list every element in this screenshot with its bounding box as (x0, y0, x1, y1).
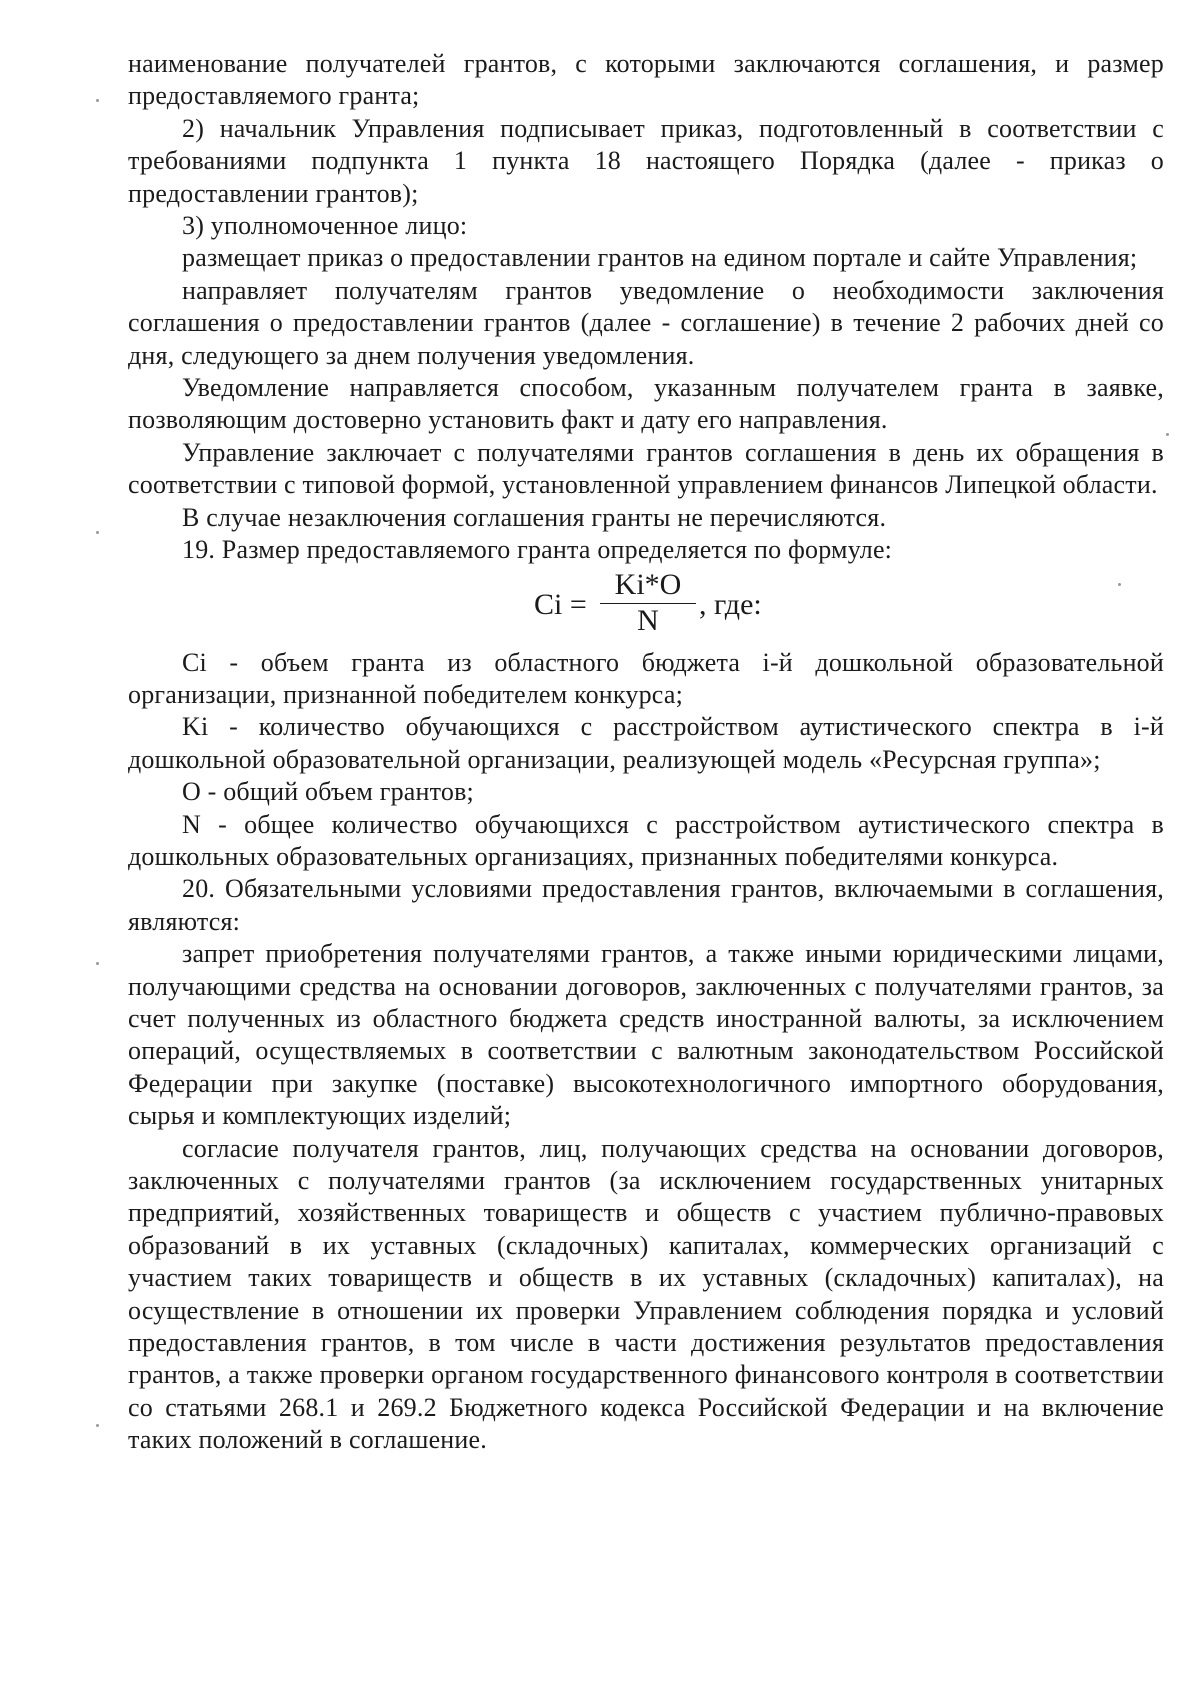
scan-speck (96, 99, 99, 102)
scan-speck (96, 1424, 99, 1427)
paragraph: О - общий объем грантов; (182, 777, 474, 807)
paragraph: 19. Размер предоставляемого гранта определяется по формуле: (182, 535, 893, 565)
paragraph: Ki - количество обучающихся с расстройством аутистического спектра в i-й дошкольной образовательной организации, реализующей модель «Ресурсная группа»; (128, 712, 1164, 774)
paragraph: запрет приобретения получателями грантов, а также иными юридическими лицами, получающими средства на основании договоров, заключенных с получателями грантов, за счет полученных из областного бюджета средств иностранной валюты, за исключением операций, осуществляемых в соответствии с валютным законодательством Российской Федерации при закупке (поставке) высокотехнологичного импортного оборудования, сырья и комплектующих изделий; (128, 939, 1164, 1131)
paragraph: В случае незаключения соглашения гранты не перечисляются. (182, 502, 887, 532)
paragraph: N - общее количество обучающихся с расстройством аутистического спектра в дошкольных образовательных организациях, признанных победителями конкурса. (128, 809, 1164, 871)
formula-suffix: , где: (699, 587, 762, 621)
paragraph: 2) начальник Управления подписывает приказ, подготовленный в соответствии с требованиями подпункта 1 пункта 18 настоящего Порядка (далее - приказ о предоставлении грантов); (128, 113, 1164, 208)
grant-formula (128, 569, 1164, 639)
scan-speck (1166, 433, 1169, 436)
formula-fraction (598, 569, 698, 638)
paragraph: 3) уполномоченное лицо: (182, 211, 468, 241)
paragraph: согласие получателя грантов, лиц, получающих средства на основании договоров, заключенных с получателями грантов (за исключением государственных унитарных предприятий, хозяйственных товариществ и обществ с участием публично-правовых образований в их уставных (складочных) капиталах, коммерческих организаций с участием таких товариществ и обществ в их уставных (складочных) капиталах), на осуществление в отношении их проверки Управлением соблюдения порядка и условий предоставления грантов, в том числе в части достижения результатов предоставления грантов, а также проверки органом государственного финансового контроля в соответствии со статьями 268.1 и 269.2 Бюджетного кодекса Российской Федерации и на включение таких положений в соглашение. (128, 1133, 1164, 1455)
paragraph: 20. Обязательными условиями предоставления грантов, включаемыми в соглашения, являются: (128, 874, 1164, 936)
formula-lhs: Ci = (534, 587, 587, 621)
scan-speck (96, 531, 99, 534)
paragraph: направляет получателям грантов уведомление о необходимости заключения соглашения о предоставлении грантов (далее - соглашение) в течение 2 рабочих дней со дня, следующего за днем получения уведомления. (128, 275, 1164, 370)
paragraph: Уведомление направляется способом, указанным получателем гранта в заявке, позволяющим достоверно установить факт и дату его направления. (128, 373, 1164, 435)
paragraph: Ci - объем гранта из областного бюджета i-й дошкольной образовательной организации, признанной победителем конкурса; (128, 647, 1164, 709)
formula-denominator: N (637, 603, 659, 637)
paragraph: Управление заключает с получателями грантов соглашения в день их обращения в соответствии с типовой формой, установленной управлением финансов Липецкой области. (128, 437, 1164, 500)
scan-speck (96, 962, 99, 965)
paragraph: размещает приказ о предоставлении грантов на едином портале и сайте Управления; (182, 243, 1138, 273)
paragraph: наименование получателей грантов, с которыми заключаются соглашения, и размер предоставляемого гранта; (128, 49, 1164, 111)
formula-numerator: Ki*O (614, 567, 682, 601)
document-page (128, 48, 1164, 1457)
